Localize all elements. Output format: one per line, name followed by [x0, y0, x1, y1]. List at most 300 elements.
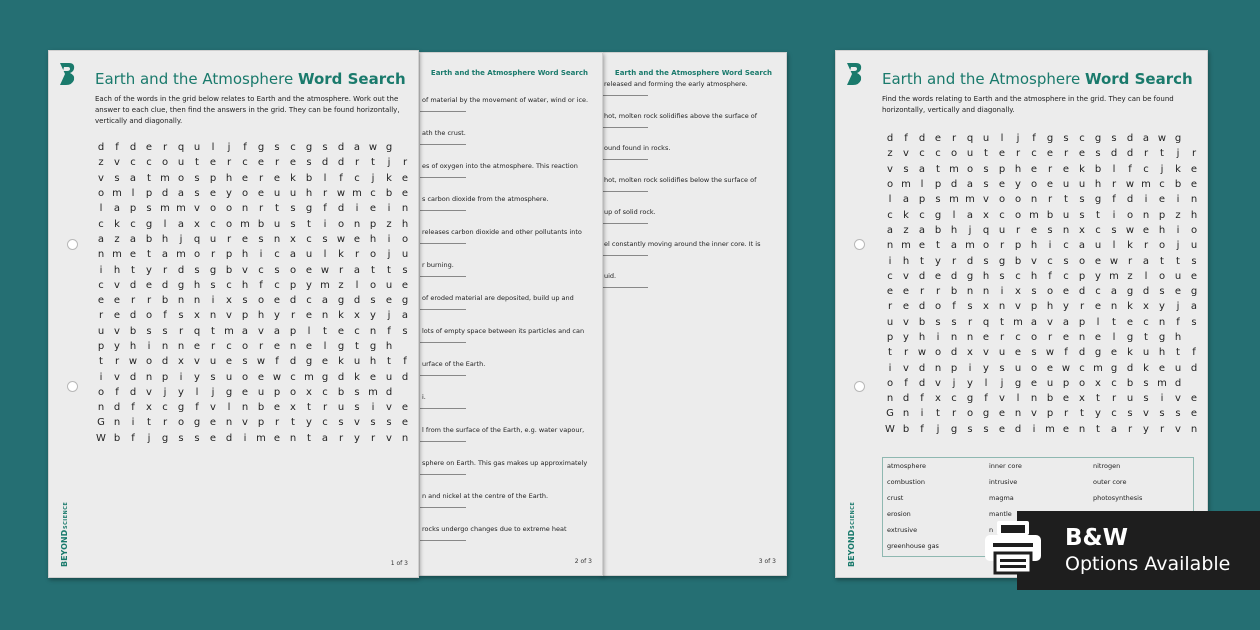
- grid-letter: p: [998, 163, 1006, 175]
- grid-letter: d: [385, 386, 393, 398]
- grid-letter: c: [226, 341, 232, 352]
- brand-sub: SCIENCE: [850, 501, 856, 529]
- grid-letter: e: [998, 423, 1006, 435]
- grid-letter: y: [1015, 179, 1021, 191]
- grid-letter: o: [209, 203, 217, 215]
- grid-letter: r: [130, 295, 136, 307]
- grid-letter: d: [950, 179, 958, 191]
- word-bank-item: greenhouse gas: [887, 542, 939, 550]
- grid-letter: e: [241, 172, 249, 184]
- grid-letter: c: [887, 270, 893, 282]
- grid-letter: o: [369, 249, 377, 261]
- grid-letter: h: [385, 341, 393, 352]
- grid-letter: c: [162, 402, 168, 414]
- grid-letter: g: [193, 417, 201, 429]
- grid-letter: e: [886, 286, 894, 298]
- grid-letter: r: [951, 255, 957, 267]
- grid-letter: r: [1191, 148, 1197, 160]
- grid-letter: b: [1046, 393, 1054, 405]
- grid-letter: y: [226, 188, 232, 200]
- grid-letter: c: [1031, 148, 1037, 160]
- clue-text: el constantly moving around the inner core. It is: [604, 240, 761, 248]
- grid-letter: t: [307, 402, 311, 414]
- grid-letter: n: [1190, 194, 1198, 206]
- word-bank-item: n: [989, 526, 994, 534]
- grid-letter: c: [290, 371, 296, 383]
- grid-letter: e: [1190, 408, 1198, 420]
- grid-letter: e: [305, 310, 313, 322]
- clue-text: lots of empty space between its particles and can: [422, 327, 585, 335]
- grid-letter: n: [289, 432, 297, 444]
- grid-letter: m: [112, 188, 122, 200]
- bw-subtitle: Options Available: [1065, 553, 1231, 575]
- grid-letter: p: [161, 371, 169, 383]
- grid-letter: u: [1190, 240, 1198, 252]
- grid-letter: g: [1094, 347, 1102, 359]
- grid-letter: l: [1112, 240, 1116, 252]
- grid-letter: c: [1143, 163, 1149, 175]
- grid-letter: s: [1031, 347, 1037, 359]
- grid-letter: e: [1030, 377, 1038, 389]
- grid-row: [93, 171, 413, 186]
- grid-letter: e: [934, 133, 942, 145]
- grid-letter: h: [1158, 347, 1166, 359]
- grid-letter: e: [1062, 423, 1070, 435]
- grid-letter: e: [401, 417, 409, 429]
- grid-letter: g: [225, 386, 233, 398]
- word-bank-item: photosynthesis: [1093, 494, 1143, 502]
- grid-letter: k: [354, 371, 360, 383]
- grid-letter: b: [305, 172, 313, 184]
- grid-letter: a: [1142, 255, 1150, 267]
- grid-letter: f: [323, 203, 327, 215]
- grid-letter: e: [97, 295, 105, 307]
- grid-letter: a: [353, 142, 361, 154]
- grid-letter: r: [162, 417, 168, 429]
- grid-letter: l: [307, 325, 311, 337]
- grid-letter: e: [353, 233, 361, 245]
- grid-letter: f: [1128, 163, 1132, 175]
- grid-letter: e: [1062, 163, 1070, 175]
- grid-letter: e: [1110, 347, 1118, 359]
- grid-letter: j: [1176, 240, 1180, 252]
- grid-letter: d: [918, 362, 926, 374]
- grid-letter: x: [1095, 377, 1101, 389]
- grid-letter: c: [935, 148, 941, 160]
- grid-letter: s: [354, 402, 360, 414]
- grid-letter: d: [918, 270, 926, 282]
- worksheet-page-2: [419, 52, 603, 576]
- grid-letter: p: [886, 332, 894, 343]
- grid-letter: d: [97, 142, 105, 154]
- grid-letter: s: [146, 203, 152, 215]
- brand-vertical: [846, 487, 860, 567]
- grid-letter: s: [194, 172, 200, 184]
- grid-letter: t: [1096, 393, 1100, 405]
- grid-letter: p: [950, 362, 958, 374]
- grid-letter: e: [1046, 179, 1054, 191]
- grid-letter: m: [949, 194, 959, 206]
- grid-letter: e: [998, 408, 1006, 420]
- grid-letter: n: [1062, 224, 1070, 236]
- grid-letter: y: [1095, 270, 1101, 282]
- grid-row: [882, 223, 1202, 238]
- grid-letter: r: [290, 310, 296, 322]
- clue-text: ath the crust.: [422, 129, 466, 137]
- grid-letter: r: [1063, 408, 1069, 420]
- grid-letter: i: [323, 218, 327, 230]
- grid-letter: e: [209, 157, 217, 169]
- grid-letter: w: [1157, 133, 1167, 145]
- grid-letter: s: [1095, 148, 1101, 160]
- grid-letter: p: [1046, 408, 1054, 420]
- grid-letter: t: [1096, 209, 1100, 221]
- grid-letter: r: [178, 325, 184, 337]
- grid-letter: n: [289, 341, 297, 352]
- grid-letter: l: [1016, 393, 1020, 405]
- grid-letter: u: [385, 279, 393, 291]
- grid-letter: e: [257, 371, 265, 383]
- grid-letter: c: [919, 209, 925, 221]
- grid-letter: e: [1062, 393, 1070, 405]
- answer-line: [602, 127, 648, 128]
- grid-letter: l: [323, 172, 327, 184]
- grid-letter: j: [952, 377, 956, 389]
- grid-letter: l: [163, 218, 167, 230]
- grid-letter: u: [305, 249, 313, 261]
- grid-letter: s: [903, 163, 909, 175]
- grid-letter: c: [98, 279, 104, 291]
- grid-letter: u: [337, 402, 345, 414]
- instructions: Each of the words in the grid below relates to Earth and the atmosphere. Work out the answer to each clue, then find the answers in the grid. They can be found horizontally, vertically and diagonally.: [95, 95, 400, 125]
- grid-letter: e: [1030, 224, 1038, 236]
- grid-letter: u: [273, 188, 281, 200]
- grid-letter: d: [1014, 423, 1022, 435]
- grid-letter: v: [242, 264, 248, 276]
- grid-letter: n: [1078, 423, 1086, 435]
- grid-letter: s: [242, 356, 248, 368]
- grid-letter: t: [888, 347, 892, 359]
- grid-letter: e: [225, 356, 233, 368]
- grid-letter: t: [1160, 255, 1164, 267]
- grid-letter: f: [115, 386, 119, 398]
- grid-letter: t: [936, 408, 940, 420]
- grid-row: [882, 192, 1202, 207]
- grid-letter: l: [920, 179, 924, 191]
- grid-letter: w: [1061, 362, 1071, 374]
- grid-letter: n: [1014, 408, 1022, 420]
- grid-letter: r: [322, 402, 328, 414]
- grid-letter: g: [998, 255, 1006, 267]
- grid-letter: b: [145, 233, 153, 245]
- grid-letter: o: [1078, 255, 1086, 267]
- grid-letter: n: [177, 341, 185, 352]
- grid-letter: s: [194, 432, 200, 444]
- grid-letter: n: [241, 203, 249, 215]
- grid-letter: r: [226, 233, 232, 245]
- grid-letter: i: [1160, 393, 1164, 405]
- grid-letter: s: [274, 264, 280, 276]
- grid-letter: r: [919, 286, 925, 298]
- grid-letter: n: [97, 249, 105, 261]
- grid-letter: W: [885, 423, 895, 435]
- grid-letter: s: [386, 417, 392, 429]
- grid-letter: d: [337, 371, 345, 383]
- grid-letter: h: [193, 279, 201, 291]
- grid-letter: e: [401, 188, 409, 200]
- grid-letter: u: [998, 224, 1006, 236]
- clue-text: released and forming the early atmosphere.: [604, 80, 748, 88]
- grid-letter: t: [387, 356, 391, 368]
- grid-letter: t: [307, 218, 311, 230]
- grid-letter: c: [1095, 286, 1101, 298]
- grid-letter: r: [951, 133, 957, 145]
- grid-letter: s: [306, 157, 312, 169]
- grid-letter: d: [950, 347, 958, 359]
- grid-letter: s: [1063, 133, 1069, 145]
- grid-letter: d: [918, 133, 926, 145]
- grid-letter: a: [129, 233, 137, 245]
- grid-letter: h: [369, 356, 377, 368]
- grid-letter: c: [210, 218, 216, 230]
- grid-letter: g: [209, 264, 217, 276]
- grid-letter: u: [289, 188, 297, 200]
- grid-letter: i: [1176, 224, 1180, 236]
- word-bank-item: erosion: [887, 510, 911, 518]
- worksheet-title: Earth and the Atmosphere Word Search: [882, 70, 1193, 88]
- grid-letter: l: [323, 249, 327, 261]
- grid-letter: o: [966, 408, 974, 420]
- grid-letter: n: [1190, 423, 1198, 435]
- grid-letter: a: [177, 218, 185, 230]
- grid-letter: u: [1046, 377, 1054, 389]
- grid-letter: u: [1094, 240, 1102, 252]
- grid-letter: j: [1000, 377, 1004, 389]
- grid-letter: i: [147, 341, 151, 352]
- grid-letter: h: [1174, 332, 1182, 343]
- grid-letter: p: [129, 203, 137, 215]
- grid-letter: n: [97, 402, 105, 414]
- grid-letter: j: [211, 386, 215, 398]
- answer-line: [602, 191, 648, 192]
- grid-letter: f: [131, 432, 135, 444]
- grid-letter: o: [934, 347, 942, 359]
- worksheet-page-1: [48, 50, 419, 578]
- grid-letter: v: [386, 402, 392, 414]
- grid-letter: n: [225, 417, 233, 429]
- word-search-grid: [882, 131, 1202, 437]
- grid-letter: c: [354, 172, 360, 184]
- grid-letter: e: [241, 233, 249, 245]
- grid-letter: s: [967, 301, 973, 313]
- grid-letter: d: [161, 279, 169, 291]
- grid-letter: r: [146, 295, 152, 307]
- grid-letter: o: [934, 301, 942, 313]
- grid-letter: i: [211, 295, 215, 307]
- grid-row: [93, 385, 413, 400]
- grid-letter: t: [387, 264, 391, 276]
- clue-text: rocks undergo changes due to extreme heat: [422, 525, 567, 533]
- grid-letter: s: [983, 179, 989, 191]
- grid-letter: s: [146, 325, 152, 337]
- grid-letter: r: [322, 188, 328, 200]
- grid-letter: c: [1079, 362, 1085, 374]
- answer-line: [602, 95, 648, 96]
- grid-row: [882, 284, 1202, 299]
- punch-hole: [854, 381, 865, 392]
- grid-row: [93, 262, 413, 277]
- bw-options-badge: [1017, 511, 1260, 590]
- grid-letter: n: [1078, 332, 1086, 343]
- instructions: Find the words relating to Earth and the atmosphere in the grid. They can be found horizontally, vertically and diagonally.: [882, 95, 1174, 114]
- grid-letter: v: [114, 371, 120, 383]
- grid-letter: v: [983, 347, 989, 359]
- grid-letter: e: [401, 279, 409, 291]
- grid-letter: n: [273, 233, 281, 245]
- grid-letter: m: [352, 188, 362, 200]
- grid-row: [882, 177, 1202, 192]
- grid-letter: d: [1078, 286, 1086, 298]
- grid-letter: l: [984, 377, 988, 389]
- grid-letter: h: [1158, 224, 1166, 236]
- grid-letter: k: [338, 249, 344, 261]
- grid-letter: e: [305, 341, 313, 352]
- word-bank-item: combustion: [887, 478, 925, 486]
- grid-letter: m: [901, 179, 911, 191]
- grid-letter: t: [99, 356, 103, 368]
- grid-letter: o: [289, 264, 297, 276]
- grid-letter: v: [146, 386, 152, 398]
- grid-letter: m: [965, 194, 975, 206]
- grid-letter: b: [385, 188, 393, 200]
- grid-letter: i: [968, 362, 972, 374]
- grid-letter: b: [902, 423, 910, 435]
- grid-letter: x: [967, 347, 973, 359]
- grid-letter: k: [903, 209, 909, 221]
- grid-letter: h: [1030, 240, 1038, 252]
- brand-vertical: [59, 487, 73, 567]
- grid-letter: g: [337, 341, 345, 352]
- grid-letter: e: [129, 249, 137, 261]
- grid-letter: a: [966, 179, 974, 191]
- grid-letter: e: [1158, 362, 1166, 374]
- grid-letter: q: [966, 133, 974, 145]
- grid-letter: t: [291, 417, 295, 429]
- grid-letter: m: [176, 249, 186, 261]
- grid-letter: l: [99, 203, 103, 215]
- grid-letter: e: [1174, 286, 1182, 298]
- grid-letter: u: [177, 157, 185, 169]
- word-bank-item: magma: [989, 494, 1014, 502]
- grid-letter: o: [225, 218, 233, 230]
- grid-letter: p: [1062, 377, 1070, 389]
- grid-letter: o: [1078, 377, 1086, 389]
- grid-row: [93, 354, 413, 369]
- grid-letter: a: [129, 172, 137, 184]
- grid-letter: o: [145, 310, 153, 322]
- grid-letter: d: [161, 356, 169, 368]
- grid-letter: c: [370, 188, 376, 200]
- clue-text: r burning.: [422, 261, 454, 269]
- grid-row: [882, 315, 1202, 330]
- grid-row: [882, 345, 1202, 360]
- grid-letter: n: [401, 432, 409, 444]
- grid-letter: t: [131, 264, 135, 276]
- grid-letter: n: [886, 393, 894, 405]
- grid-row: [93, 155, 413, 170]
- grid-letter: r: [162, 264, 168, 276]
- grid-letter: t: [920, 255, 924, 267]
- grid-letter: f: [1112, 194, 1116, 206]
- grid-letter: g: [177, 402, 185, 414]
- grid-letter: t: [211, 325, 215, 337]
- grid-letter: f: [920, 393, 924, 405]
- grid-letter: r: [258, 341, 264, 352]
- grid-letter: u: [257, 386, 265, 398]
- grid-letter: d: [1126, 133, 1134, 145]
- grid-letter: p: [1158, 209, 1166, 221]
- grid-letter: o: [1158, 240, 1166, 252]
- grid-letter: u: [209, 233, 217, 245]
- grid-row: [882, 162, 1202, 177]
- grid-letter: v: [887, 163, 893, 175]
- grid-letter: r: [1063, 148, 1069, 160]
- grid-letter: s: [951, 316, 957, 328]
- grid-letter: u: [193, 142, 201, 154]
- grid-letter: e: [241, 386, 249, 398]
- grid-letter: c: [1111, 377, 1117, 389]
- answer-line: [420, 111, 466, 112]
- grid-letter: s: [402, 264, 408, 276]
- grid-letter: h: [1046, 301, 1054, 313]
- grid-letter: j: [968, 224, 972, 236]
- grid-letter: d: [337, 203, 345, 215]
- grid-row: [93, 140, 413, 155]
- grid-letter: e: [113, 310, 121, 322]
- answer-line: [420, 210, 466, 211]
- grid-letter: u: [1062, 209, 1070, 221]
- grid-letter: r: [338, 432, 344, 444]
- punch-hole: [67, 381, 78, 392]
- grid-letter: n: [950, 332, 958, 343]
- grid-letter: k: [1079, 163, 1085, 175]
- grid-letter: s: [983, 163, 989, 175]
- grid-letter: l: [1096, 316, 1100, 328]
- grid-letter: k: [1127, 347, 1133, 359]
- grid-letter: a: [1062, 316, 1070, 328]
- grid-letter: e: [305, 264, 313, 276]
- grid-letter: r: [1047, 163, 1053, 175]
- grid-letter: y: [306, 279, 312, 291]
- grid-letter: r: [1111, 179, 1117, 191]
- grid-letter: s: [1063, 255, 1069, 267]
- grid-letter: o: [177, 417, 185, 429]
- grid-letter: g: [305, 356, 313, 368]
- grid-letter: c: [146, 157, 152, 169]
- grid-letter: n: [982, 286, 990, 298]
- grid-letter: s: [322, 142, 328, 154]
- grid-letter: z: [887, 148, 893, 160]
- grid-letter: n: [177, 295, 185, 307]
- grid-letter: m: [949, 163, 959, 175]
- grid-letter: s: [999, 270, 1005, 282]
- grid-letter: g: [401, 295, 409, 307]
- bw-title: B&W: [1065, 525, 1128, 551]
- grid-letter: s: [935, 316, 941, 328]
- grid-letter: o: [241, 371, 249, 383]
- grid-letter: i: [1000, 286, 1004, 298]
- grid-letter: r: [1047, 194, 1053, 206]
